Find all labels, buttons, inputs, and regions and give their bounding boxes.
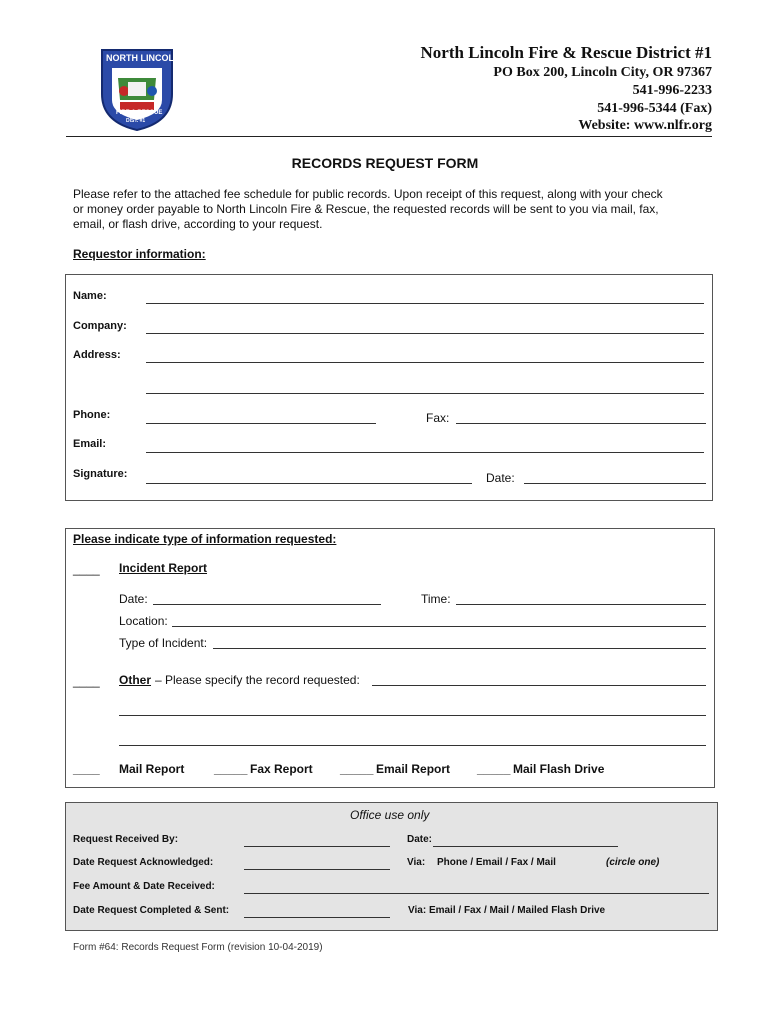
requestor-heading: Requestor information: [73,247,206,261]
intro-line-1: Please refer to the attached fee schedule for public records. Upon receipt of this request, along with your check [73,187,663,201]
flash-drive-blank[interactable]: _____ [477,762,511,776]
signature-date-label: Date: [486,471,515,485]
header-divider [66,136,712,137]
fee-field[interactable] [244,893,709,894]
incident-type-field[interactable] [213,648,706,649]
form-footer: Form #64: Records Request Form (revision 10-04-2019) [73,942,323,953]
completed-via-options[interactable]: Via: Email / Fax / Mail / Mailed Flash Drive [408,905,606,916]
other-checkbox[interactable]: ____ [73,674,100,688]
email-report-blank[interactable]: _____ [340,762,374,776]
address-field-2[interactable] [146,393,704,394]
phone-field[interactable] [146,423,376,424]
fax-report-label: Fax Report [250,762,313,776]
fax-field[interactable] [456,423,706,424]
completed-field[interactable] [244,917,390,918]
incident-date-field[interactable] [153,604,381,605]
name-label: Name: [73,290,107,302]
address-label: Address: [73,349,121,361]
intro-line-2: or money order payable to North Lincoln Fire & Rescue, the requested records will be sent to you via mail, fax, [73,202,659,216]
other-description: – Please specify the record requested: [155,673,360,687]
company-label: Company: [73,320,127,332]
form-title: RECORDS REQUEST FORM [291,155,479,171]
signature-label: Signature: [73,468,128,480]
office-date-label: Date: [407,834,433,845]
email-report-label: Email Report [376,762,451,776]
circle-one-note: (circle one) [606,857,660,868]
mail-report-blank[interactable]: ____ [73,762,100,776]
incident-checkbox[interactable]: ____ [73,562,100,576]
mail-report-label: Mail Report [119,762,185,776]
fax-label: Fax: [426,411,450,425]
other-label: Other [119,673,152,687]
office-date-field[interactable] [433,846,618,847]
via-options[interactable]: Phone / Email / Fax / Mail [437,857,556,868]
fax-report-blank[interactable]: _____ [214,762,248,776]
other-field-3[interactable] [119,745,706,746]
address-field-1[interactable] [146,362,704,363]
email-field[interactable] [146,452,704,453]
org-name: North Lincoln Fire & Rescue District #1 [420,43,712,62]
completed-label: Date Request Completed & Sent: [73,905,230,916]
location-field[interactable] [172,626,706,627]
org-address: PO Box 200, Lincoln City, OR 97367 [493,65,712,80]
incident-time-label: Time: [421,592,451,606]
signature-field[interactable] [146,483,472,484]
flash-drive-label: Mail Flash Drive [513,762,605,776]
district-logo [94,44,180,132]
phone-label: Phone: [73,409,111,421]
location-label: Location: [119,614,168,628]
fee-label: Fee Amount & Date Received: [73,881,215,892]
org-website: Website: www.nlfr.org [578,118,712,133]
other-field-1[interactable] [372,685,706,686]
acknowledged-label: Date Request Acknowledged: [73,857,214,868]
other-field-2[interactable] [119,715,706,716]
org-fax: 541-996-5344 (Fax) [597,101,712,116]
company-field[interactable] [146,333,704,334]
incident-type-label: Type of Incident: [119,636,208,650]
signature-date-field[interactable] [524,483,706,484]
office-title: Office use only [350,808,430,822]
incident-time-field[interactable] [456,604,706,605]
logo-bottom-text: FIRE & RESCUE [116,110,163,116]
incident-label: Incident Report [119,561,208,575]
incident-date-label: Date: [119,592,148,606]
intro-line-3: email, or flash drive, according to your request. [73,217,323,231]
logo-top-text: NORTH LINCOLN [106,53,181,63]
request-received-label: Request Received By: [73,834,179,845]
requestor-box [65,274,713,501]
logo-district-text: DIST. #1 [126,118,146,124]
org-phone: 541-996-2233 [632,83,712,98]
acknowledged-field[interactable] [244,869,390,870]
email-label: Email: [73,438,107,450]
info-heading: Please indicate type of information requested: [73,532,337,546]
via-label: Via: [407,857,426,868]
name-field[interactable] [146,303,704,304]
request-received-field[interactable] [244,846,390,847]
